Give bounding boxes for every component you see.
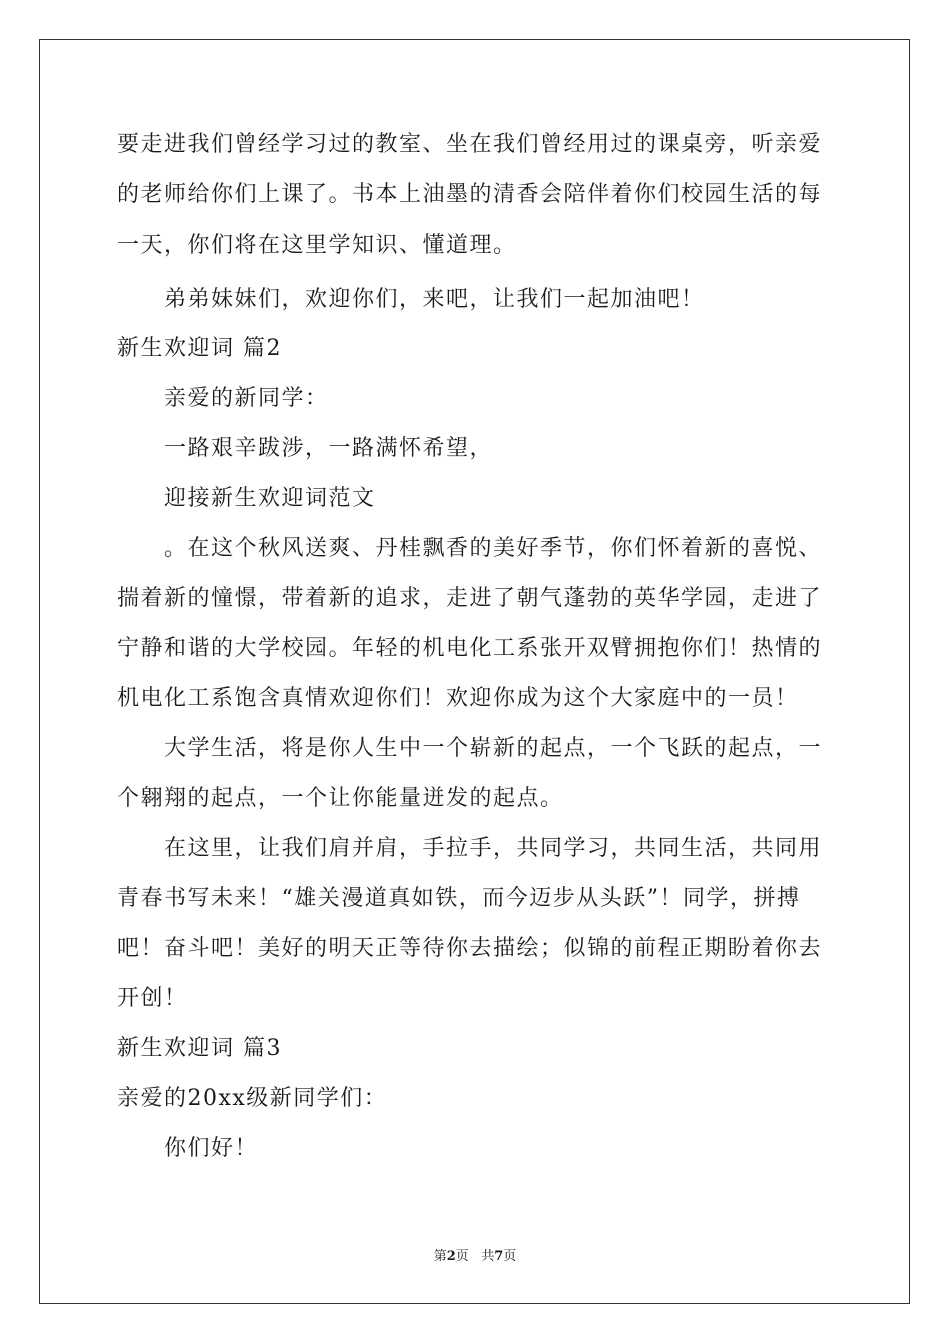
paragraph-line: 一路艰辛跋涉，一路满怀希望， xyxy=(164,436,494,461)
salutation: 亲爱的20xx级新同学们： xyxy=(117,1086,388,1111)
footer-total-prefix: 共 xyxy=(481,1249,495,1264)
paragraph-line: 一天，你们将在这里学知识、懂道理。 xyxy=(117,233,517,258)
paragraph-line: 。在这个秋风送爽、丹桂飘香的美好季节，你们怀着新的喜悦、 xyxy=(164,536,823,561)
paragraph-line: 吧！奋斗吧！美好的明天正等待你去描绘；似锦的前程正期盼着你去 xyxy=(117,936,823,961)
page-footer xyxy=(0,1245,950,1264)
footer-total-suffix: 页 xyxy=(503,1249,517,1264)
paragraph-line: 大学生活，将是你人生中一个崭新的起点，一个飞跃的起点，一 xyxy=(164,736,823,761)
section-heading: 新生欢迎词 篇2 xyxy=(117,336,282,361)
paragraph-line: 弟弟妹妹们，欢迎你们，来吧，让我们一起加油吧！ xyxy=(164,287,705,312)
paragraph-line: 要走进我们曾经学习过的教室、坐在我们曾经用过的课桌旁，听亲爱 xyxy=(117,132,823,157)
paragraph-line: 机电化工系饱含真情欢迎你们！欢迎你成为这个大家庭中的一员！ xyxy=(117,686,799,711)
current-page-number: 2 xyxy=(446,1249,456,1264)
paragraph-line: 迎接新生欢迎词范文 xyxy=(164,486,376,511)
paragraph-line: 开创！ xyxy=(117,986,188,1011)
greeting: 你们好！ xyxy=(164,1136,259,1161)
paragraph-line: 揣着新的憧憬，带着新的追求，走进了朝气蓬勃的英华学园，走进了 xyxy=(117,586,823,611)
paragraph-line: 个翱翔的起点，一个让你能量迸发的起点。 xyxy=(117,786,564,811)
paragraph-line: 在这里，让我们肩并肩，手拉手，共同学习，共同生活，共同用 xyxy=(164,836,823,861)
section-heading: 新生欢迎词 篇3 xyxy=(117,1036,282,1061)
paragraph-line: 青春书写未来！“雄关漫道真如铁，而今迈步从头跃”！同学，拼搏 xyxy=(117,886,801,911)
footer-prefix: 第 xyxy=(433,1249,447,1264)
salutation: 亲爱的新同学： xyxy=(164,386,329,411)
footer-page-suffix: 页 xyxy=(455,1249,469,1264)
paragraph-line: 宁静和谐的大学校园。年轻的机电化工系张开双臂拥抱你们！热情的 xyxy=(117,636,823,661)
paragraph-line: 的老师给你们上课了。书本上油墨的清香会陪伴着你们校园生活的每 xyxy=(117,182,823,207)
total-page-count: 7 xyxy=(494,1249,504,1264)
